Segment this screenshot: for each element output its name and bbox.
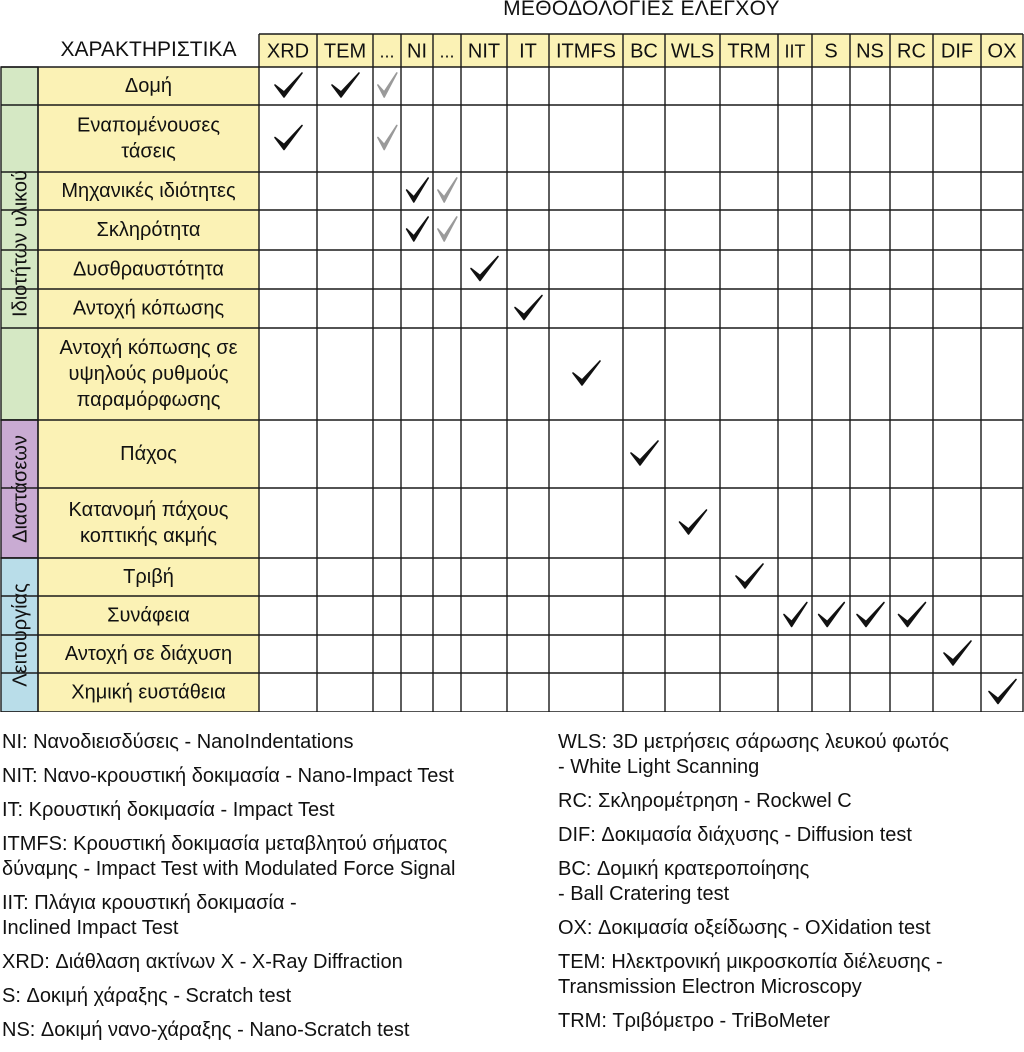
legend-item [558,730,949,780]
check-mark-gray [378,73,397,97]
check-mark-gray [438,178,457,202]
check-mark-gray [438,217,457,241]
check-mark [332,73,359,97]
row-label: τάσεις [121,140,176,163]
row-label: Αντοχή σε διάχυση [64,643,233,665]
row-label: Αντοχή κόπωσης σε [59,337,238,359]
row-label: Συνάφεια [107,604,190,627]
row-label: Σκληρότητα [96,219,201,241]
row-label: Δομή [124,75,173,97]
legend-line: IT: Κρουστική δοκιμασία - Impact Test [2,799,335,821]
row-label: παραμόρφωσης [76,389,221,411]
check-mark [989,680,1016,704]
legend-item [558,789,949,814]
row-label: Πάχος [120,443,177,465]
row-label: Χημική ευστάθεια [71,681,226,704]
legend-line: S: Δοκιμή χάραξης - Scratch test [2,985,292,1007]
legend-item [2,984,456,1009]
row-label: Αντοχή κόπωσης [72,297,225,320]
check-mark [631,441,658,465]
legend-right [558,730,949,1043]
legend-line: BC: Δομική κρατεροποίησης [558,858,810,880]
legend-line: XRD: Διάθλαση ακτίνων X - X-Ray Diffraction [2,951,403,973]
column-header: ... [379,41,395,62]
legend-line: OX: Δοκιμασία οξείδωσης - OXidation test [558,917,931,939]
legend-left [2,730,456,1052]
check-mark [819,603,845,627]
check-mark [407,178,429,202]
legend-item [2,950,456,975]
column-header: WLS [670,40,715,63]
row-label: Εναπομένουσες [77,114,220,137]
legend-line: TRM: Τριβόμετρο - TriBoMeter [558,1010,830,1032]
check-mark [899,603,926,627]
column-header: OX [987,40,1017,63]
legend-line: IIT: Πλάγια κρουστική δοκιμασία - [2,892,297,914]
check-mark [275,126,302,150]
column-header: TEM [323,40,367,63]
legend-item [558,950,949,1000]
row-label: Δυσθραυστότητα [73,258,224,281]
check-mark [680,510,707,534]
column-header: IIT [784,41,806,62]
row-label: κοπτικής ακμής [80,525,217,547]
check-mark [736,564,763,588]
row-label: Μηχανικές ιδιότητες [61,180,236,202]
column-header: S [824,40,838,63]
legend-line: - Ball Cratering test [558,883,730,905]
column-header: ITMFS [556,40,616,63]
check-mark [944,641,971,665]
legend-line: - White Light Scanning [558,756,760,778]
group-label: Διαστάσεων [9,435,32,543]
legend-line: Inclined Impact Test [2,917,179,939]
legend-line: TEM: Ηλεκτρονική μικροσκοπία διέλευσης - [558,951,943,973]
legend-item [2,891,456,941]
column-header: XRD [266,40,310,63]
legend-item [2,832,456,882]
column-header: BC [630,40,658,63]
row-label: Τριβή [123,566,174,588]
group-label: Λειτουργίας [9,583,32,687]
check-mark [407,217,429,241]
page-title: ΜΕΘΟΔΟΛΟΓΙΕΣ ΕΛΕΓΧΟΥ [503,0,780,20]
column-header: ... [439,41,455,62]
column-header: IT [519,40,537,63]
legend-line: NIT: Νανο-κρουστική δοκιμασία - Nano-Impact Test [2,765,454,787]
legend-item [2,798,456,823]
check-mark [573,361,600,385]
check-mark-gray [378,126,397,150]
legend-item [558,916,949,941]
legend-item [2,764,456,789]
legend-line: DIF: Δοκιμασία διάχυσης - Diffusion test [558,824,912,846]
legend-line: Transmission Electron Microscopy [558,976,862,998]
column-header: RC [897,40,926,63]
legend-item [558,1009,949,1034]
legend-line: RC: Σκληρομέτρηση - Rockwel C [558,790,852,812]
check-mark [275,73,302,97]
legend-line: WLS: 3D μετρήσεις σάρωσης λευκού φωτός [558,731,950,753]
row-label: υψηλούς ρυθμούς [68,363,229,385]
legend-line: δύναμης - Impact Test with Modulated Force Signal [2,858,456,880]
legend-item [558,857,949,907]
column-header: TRM [727,40,771,63]
check-mark [857,603,884,627]
legend-item [558,823,949,848]
legend-item [2,730,456,755]
column-header: DIF [940,40,974,63]
check-mark [471,257,498,281]
check-mark [515,296,542,320]
row-label: Κατανομή πάχους [68,499,229,521]
column-header: NIT [467,40,501,63]
group-label: Ιδιοτήτων υλικού [9,170,32,317]
legend-line: ITMFS: Κρουστική δοκιμασία μεταβλητού σήματος [2,833,448,855]
row-header-label: ΧΑΡΑΚΤΗΡΙΣΤΙΚΑ [60,38,237,61]
column-header: NI [407,40,427,63]
column-header: NS [856,40,884,63]
legend-line: NS: Δοκιμή νανο-χάραξης - Nano-Scratch test [2,1019,410,1041]
check-mark [784,603,807,627]
legend-item [2,1018,456,1043]
legend-line: NI: Νανοδιεισδύσεις - NanoIndentations [2,731,354,753]
